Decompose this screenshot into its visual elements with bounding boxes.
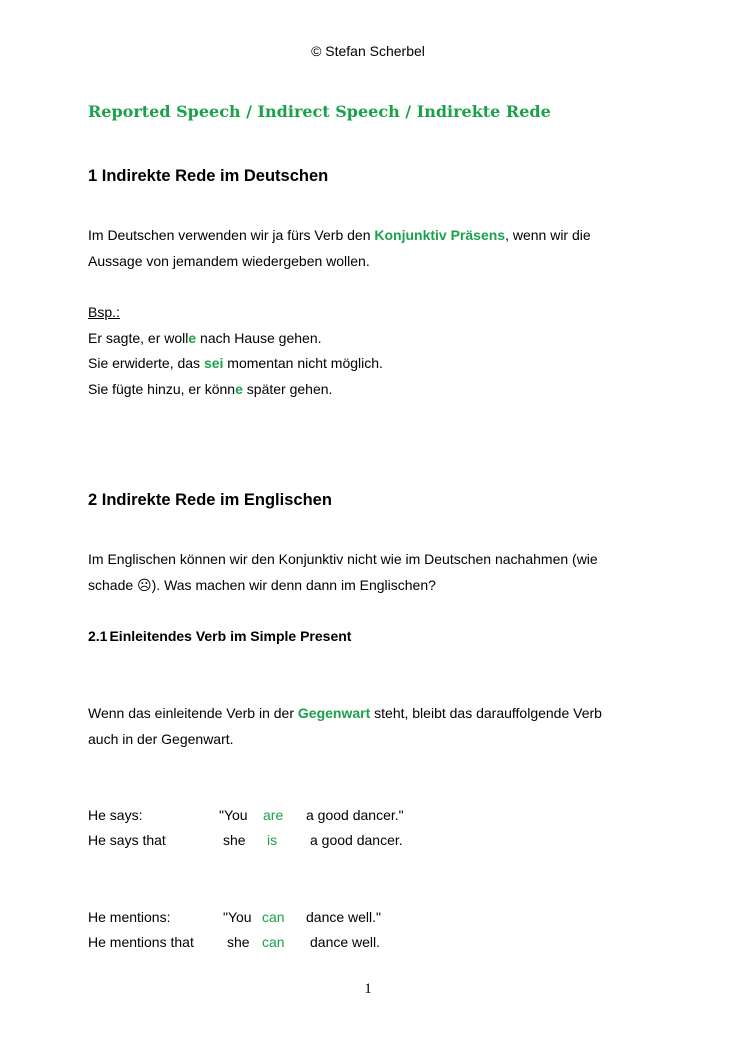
- intro-highlight-konjunktiv: Konjunktiv Präsens: [374, 227, 506, 243]
- example-3-after: später gehen.: [242, 381, 333, 397]
- example-row-4-speaker: He mentions that: [88, 934, 194, 950]
- example-row-2-verb: is: [267, 832, 278, 848]
- intro-text-after: , wenn wir die: [505, 227, 591, 243]
- section-1-heading: 1 Indirekte Rede im Deutschen: [88, 167, 329, 185]
- example-row-2-rest: a good dancer.: [310, 832, 403, 848]
- example-1: [88, 330, 322, 346]
- subsection-2-1-heading: [88, 628, 351, 644]
- example-row-3-verb: can: [262, 909, 285, 925]
- example-row-2-subject: she: [223, 832, 246, 848]
- page-header-copyright: © Stefan Scherbel: [311, 43, 425, 59]
- subsection-title: Einleitendes Verb im Simple Present: [109, 628, 352, 644]
- example-label: Bsp.:: [88, 304, 120, 320]
- example-2-after: momentan nicht möglich.: [223, 355, 383, 371]
- example-1-after: nach Hause gehen.: [196, 330, 322, 346]
- paragraph-before: Wenn das einleitende Verb in der: [88, 705, 298, 721]
- example-row-3-rest: dance well.": [306, 909, 382, 925]
- example-row-1-rest: a good dancer.": [306, 807, 404, 823]
- page-number: 1: [364, 981, 372, 997]
- section-2-heading: 2 Indirekte Rede im Englischen: [88, 491, 332, 509]
- example-3: [88, 381, 332, 397]
- subsection-paragraph-line-1: [88, 705, 602, 721]
- example-2: [88, 355, 383, 371]
- example-row-1-speaker: He says:: [88, 807, 143, 823]
- example-row-1-subject: "You: [219, 807, 248, 823]
- example-row-1-verb: are: [263, 807, 284, 823]
- example-row-3-subject: "You: [223, 909, 252, 925]
- section-1-intro-line-1: [88, 227, 591, 243]
- paragraph-after: steht, bleibt das darauffolgende Verb: [370, 705, 602, 721]
- example-row-4-rest: dance well.: [310, 934, 381, 950]
- section-2-intro-line-2: schade ☹). Was machen wir denn dann im Englischen?: [88, 577, 436, 593]
- example-row-2-speaker: He says that: [88, 832, 166, 848]
- example-row-4-verb: can: [262, 934, 285, 950]
- subsection-number: 2.1: [88, 628, 108, 644]
- section-2-intro-line-1: Im Englischen können wir den Konjunktiv nicht wie im Deutschen nachahmen (wie: [88, 551, 598, 567]
- section-1-intro-line-2: Aussage von jemandem wiedergeben wollen.: [88, 253, 370, 269]
- subsection-paragraph-line-2: auch in der Gegenwart.: [88, 731, 234, 747]
- example-2-before: Sie erwiderte, das: [88, 355, 204, 371]
- intro-text-before: Im Deutschen verwenden wir ja fürs Verb den: [88, 227, 375, 243]
- example-row-3-speaker: He mentions:: [88, 909, 171, 925]
- example-3-before: Sie fügte hinzu, er könn: [88, 381, 236, 397]
- example-1-before: Er sagte, er woll: [88, 330, 189, 346]
- paragraph-highlight-gegenwart: Gegenwart: [297, 705, 371, 721]
- example-3-highlight: e: [235, 381, 243, 397]
- example-row-4-subject: she: [227, 934, 250, 950]
- example-2-highlight: sei: [203, 355, 224, 371]
- document-title: Reported Speech / Indirect Speech / Indirekte Rede: [88, 102, 551, 121]
- example-1-highlight: e: [188, 330, 197, 346]
